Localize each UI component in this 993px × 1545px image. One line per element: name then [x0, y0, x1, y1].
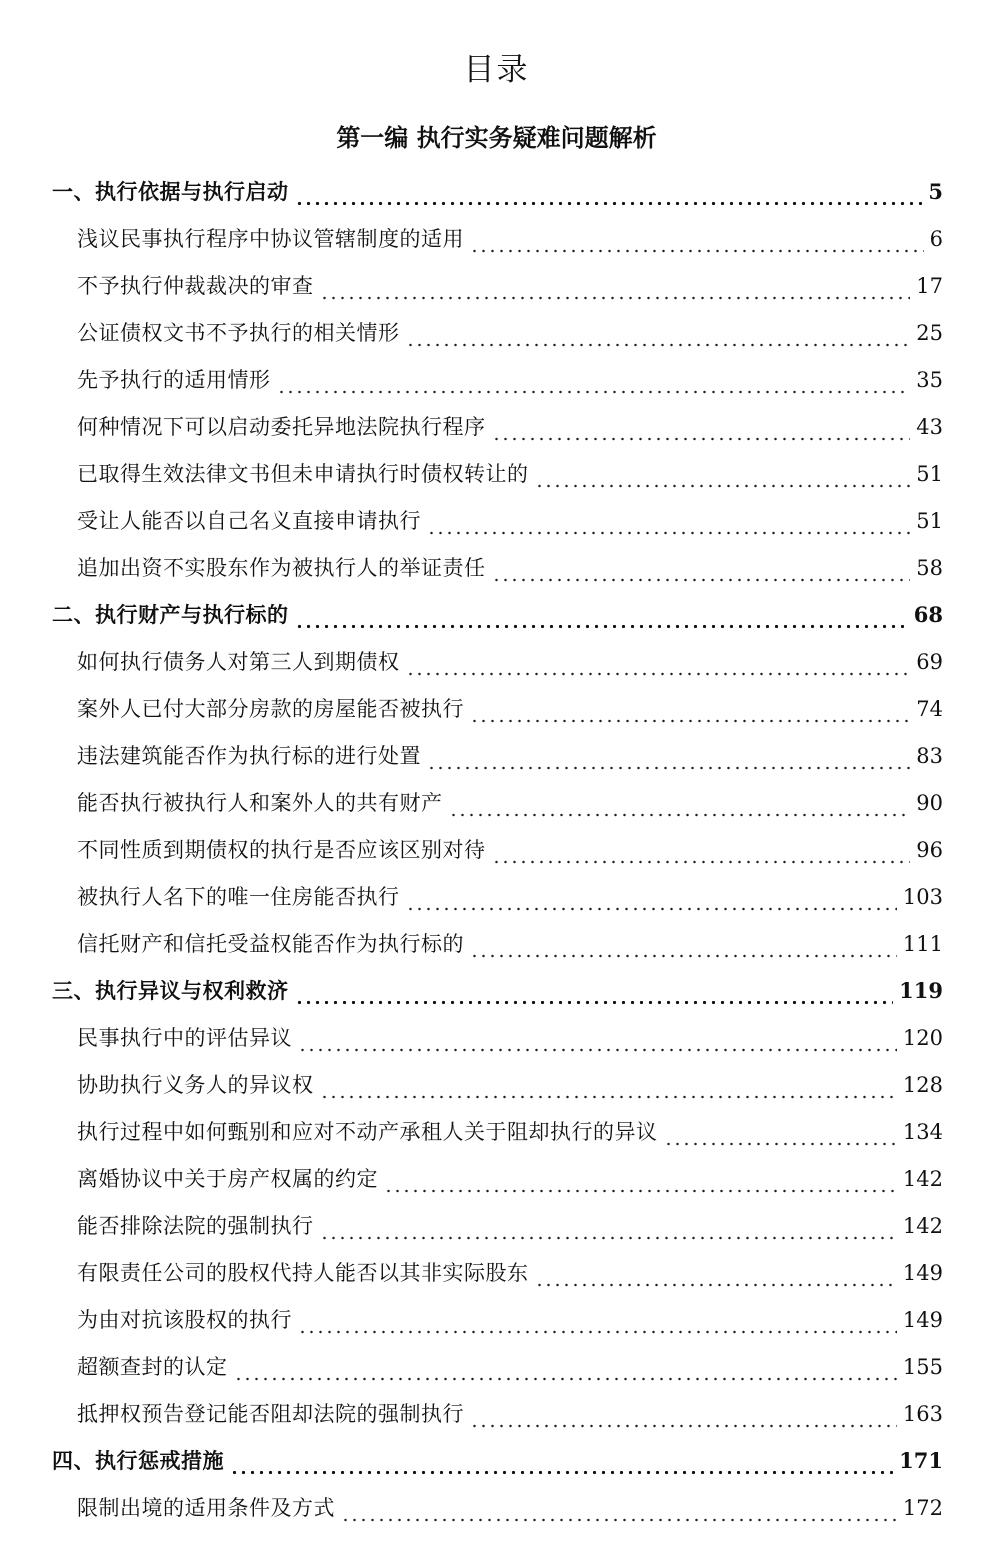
toc-page-number: 171 [899, 1448, 943, 1473]
dot-leader [406, 343, 911, 347]
toc-entry-title: 信托财产和信托受益权能否作为执行标的 [77, 932, 464, 956]
dot-leader [664, 1142, 897, 1146]
toc-entry-row[interactable] [0, 783, 993, 830]
toc-entry-row[interactable] [0, 501, 993, 548]
toc-page-number: 5 [928, 179, 943, 204]
toc-page-number: 128 [902, 1073, 943, 1097]
toc-entry-row[interactable] [0, 1159, 993, 1206]
dot-leader [295, 1000, 894, 1005]
toc-section-row[interactable] [0, 971, 993, 1018]
toc-entry-title: 不予执行仲裁裁决的审查 [77, 274, 314, 298]
toc-entry-title: 追加出资不实股东作为被执行人的举证责任 [77, 556, 486, 580]
toc-page-number: 74 [916, 697, 943, 721]
toc-page-number: 142 [902, 1214, 943, 1238]
toc-entry-title: 超额查封的认定 [77, 1355, 228, 1379]
toc-entry-title: 公证债权文书不予执行的相关情形 [77, 321, 400, 345]
toc-page-number: 6 [929, 227, 943, 251]
dot-leader [320, 1236, 897, 1240]
dot-leader [295, 624, 908, 629]
toc-page-number: 119 [899, 978, 943, 1003]
dot-leader [449, 813, 911, 817]
dot-leader [470, 954, 897, 958]
toc-page-number: 155 [902, 1355, 943, 1379]
dot-leader [384, 1189, 897, 1193]
toc-entry-row[interactable] [0, 924, 993, 971]
toc-page-number: 17 [916, 274, 943, 298]
dot-leader [470, 719, 910, 723]
toc-entry-row[interactable] [0, 548, 993, 595]
toc-entry-title: 如何执行债务人对第三人到期债权 [77, 650, 400, 674]
toc-page-number: 35 [916, 368, 943, 392]
toc-entry-title: 被执行人名下的唯一住房能否执行 [77, 885, 400, 909]
part-title: 第一编 执行实务疑难问题解析 [336, 123, 657, 152]
dot-leader [277, 390, 911, 394]
toc-entry-row[interactable] [0, 407, 993, 454]
toc-section-title: 三、执行异议与权利救济 [52, 978, 289, 1003]
toc-page-number: 25 [916, 321, 943, 345]
toc-entry-title: 协助执行义务人的异议权 [77, 1073, 314, 1097]
toc-entry-row[interactable] [0, 313, 993, 360]
toc-entry-row[interactable] [0, 877, 993, 924]
dot-leader [427, 766, 910, 770]
toc-section-title: 四、执行惩戒措施 [52, 1448, 224, 1473]
toc-entry-row[interactable] [0, 1488, 993, 1535]
dot-leader [406, 907, 897, 911]
dot-leader [492, 860, 911, 864]
toc-entry-row[interactable] [0, 830, 993, 877]
dot-leader [230, 1470, 893, 1475]
toc-entry-title: 先予执行的适用情形 [77, 368, 271, 392]
toc-entry-row[interactable] [0, 1206, 993, 1253]
toc-entry-row[interactable] [0, 1347, 993, 1394]
toc-entry-title: 能否排除法院的强制执行 [77, 1214, 314, 1238]
dot-leader [470, 249, 924, 253]
dot-leader [320, 296, 911, 300]
dot-leader [535, 484, 911, 488]
toc-page-number: 120 [902, 1026, 943, 1050]
toc-entry-title: 受让人能否以自己名义直接申请执行 [77, 509, 421, 533]
toc-entry-row[interactable] [0, 454, 993, 501]
toc-entry-title: 限制出境的适用条件及方式 [77, 1496, 335, 1520]
dot-leader [234, 1377, 897, 1381]
toc-page-number: 58 [916, 556, 943, 580]
toc-entry-title: 已取得生效法律文书但未申请执行时债权转让的 [77, 462, 529, 486]
dot-leader [320, 1095, 897, 1099]
toc-page-number: 68 [913, 602, 943, 627]
toc-page-number: 111 [902, 932, 943, 956]
toc-page-number: 134 [902, 1120, 943, 1144]
toc-entry-row[interactable] [0, 642, 993, 689]
toc-entry-title: 为由对抗该股权的执行 [77, 1308, 292, 1332]
toc-page-number: 103 [902, 885, 943, 909]
toc-page-number: 43 [916, 415, 943, 439]
toc-page-number: 163 [902, 1402, 943, 1426]
toc-page-number: 69 [916, 650, 943, 674]
toc-entry-row[interactable] [0, 360, 993, 407]
toc-entry-title: 抵押权预告登记能否阻却法院的强制执行 [77, 1402, 464, 1426]
dot-leader [492, 578, 911, 582]
dot-leader [341, 1518, 897, 1522]
toc-entry-title: 执行过程中如何甄别和应对不动产承租人关于阻却执行的异议 [77, 1120, 658, 1144]
toc-entry-title: 不同性质到期债权的执行是否应该区别对待 [77, 838, 486, 862]
toc-entry-row[interactable] [0, 1065, 993, 1112]
toc-page-number: 90 [916, 791, 943, 815]
dot-leader [492, 437, 911, 441]
toc-page-number: 149 [902, 1261, 943, 1285]
toc-page-number: 149 [902, 1308, 943, 1332]
toc-page-number: 142 [902, 1167, 943, 1191]
toc-section-title: 二、执行财产与执行标的 [52, 602, 289, 627]
dot-leader [406, 672, 911, 676]
toc-entry-title: 能否执行被执行人和案外人的共有财产 [77, 791, 443, 815]
dot-leader [298, 1330, 897, 1334]
toc-entry-row[interactable] [0, 266, 993, 313]
toc-page-number: 51 [916, 462, 943, 486]
toc-page-number: 83 [916, 744, 943, 768]
toc-entry-title: 浅议民事执行程序中协议管辖制度的适用 [77, 227, 464, 251]
dot-leader [295, 201, 923, 206]
toc-page-number: 51 [916, 509, 943, 533]
dot-leader [427, 531, 910, 535]
toc-entry-row[interactable] [0, 736, 993, 783]
dot-leader [470, 1424, 897, 1428]
toc-page-number: 96 [916, 838, 943, 862]
toc-entry-title: 民事执行中的评估异议 [77, 1026, 292, 1050]
dot-leader [535, 1283, 897, 1287]
toc-entry-row[interactable] [0, 1300, 993, 1347]
toc-entry-row[interactable] [0, 1394, 993, 1441]
toc-entry-row[interactable] [0, 689, 993, 736]
table-of-contents [0, 172, 993, 1535]
toc-section-row[interactable] [0, 595, 993, 642]
toc-entry-title: 案外人已付大部分房款的房屋能否被执行 [77, 697, 464, 721]
toc-section-row[interactable] [0, 172, 993, 219]
toc-entry-row[interactable] [0, 1018, 993, 1065]
toc-entry-title: 何种情况下可以启动委托异地法院执行程序 [77, 415, 486, 439]
toc-section-title: 一、执行依据与执行启动 [52, 179, 289, 204]
document-title: 目录 [463, 52, 530, 88]
toc-entry-title: 离婚协议中关于房产权属的约定 [77, 1167, 378, 1191]
toc-entry-row[interactable] [0, 1253, 993, 1300]
dot-leader [298, 1048, 897, 1052]
toc-page-number: 172 [902, 1496, 943, 1520]
toc-entry-title: 违法建筑能否作为执行标的进行处置 [77, 744, 421, 768]
toc-entry-row[interactable] [0, 1112, 993, 1159]
toc-entry-title: 有限责任公司的股权代持人能否以其非实际股东 [77, 1261, 529, 1285]
toc-section-row[interactable] [0, 1441, 993, 1488]
toc-entry-row[interactable] [0, 219, 993, 266]
